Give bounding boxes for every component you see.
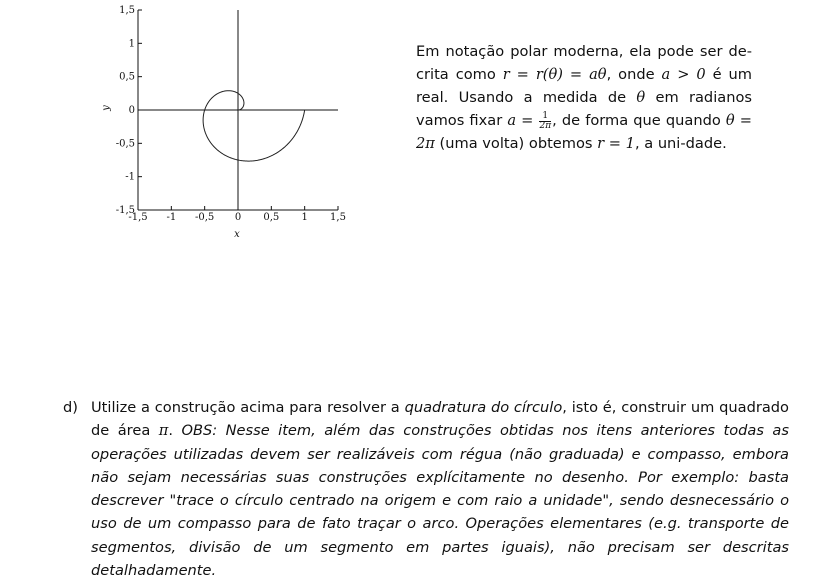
x-axis-label: x xyxy=(234,229,240,240)
text-fragment: , a uni-dade. xyxy=(634,135,727,152)
y-tick-label: 0 xyxy=(128,105,135,116)
math-fragment: r = 1 xyxy=(597,135,635,152)
text-fragment: (uma volta) obtemos xyxy=(434,135,598,152)
x-tick-label: -0,5 xyxy=(195,212,215,223)
spiral-plot xyxy=(100,0,360,245)
fraction-numerator: 1 xyxy=(539,112,551,122)
item-d-text xyxy=(91,396,789,582)
text-fragment: Utilize a construção acima para resolver a xyxy=(91,399,405,416)
y-axis-label: y xyxy=(101,105,112,111)
x-tick-label: 1,5 xyxy=(330,212,346,223)
y-tick-label: -1,5 xyxy=(115,205,135,216)
y-tick-label: -1 xyxy=(125,171,135,183)
x-tick-label: 0 xyxy=(234,212,242,223)
item-label: d) xyxy=(63,399,78,416)
x-tick-label: -1 xyxy=(166,212,177,223)
text-fragment: em radianos vamos fixar xyxy=(416,89,752,129)
y-tick-label: 0,5 xyxy=(119,71,135,83)
exercise-item-d xyxy=(63,396,789,582)
y-tick-label: 1,5 xyxy=(119,5,135,16)
plot-ticks xyxy=(116,5,346,223)
math-fragment: a = xyxy=(507,112,534,129)
text-fragment: , de forma que quando xyxy=(552,112,726,129)
text-fragment: é um real. Usando a medida de xyxy=(416,66,752,106)
x-tick-label: -1,5 xyxy=(128,212,148,223)
y-tick-label: 1 xyxy=(128,38,135,50)
y-tick-label: -0,5 xyxy=(115,138,135,150)
spiral-curve xyxy=(203,91,305,161)
math-fragment: θ xyxy=(636,89,646,106)
text-fragment: , onde xyxy=(606,66,662,83)
x-tick-label: 0,5 xyxy=(263,212,280,223)
math-fragment: θ = 2π xyxy=(416,112,753,152)
emphasis-fragment: OBS: Nesse item, além das construções obtidas nos itens anteriores todas as operações utilizadas devem ser realizáveis com régua (não graduada) e compasso, embora não sejam necessárias suas construções explícitamente no desenho. Por exemplo: basta descrever "trace o círculo centrado na origem e com raio a unidade", sendo desnecessário o uso de um compasso para de fato traçar o arco. Operações elementares (e.g. transporte de segmentos, divisão de um segmento em partes iguais), não precisam ser descritas detalhadamente. xyxy=(91,422,789,580)
x-tick-label: 1 xyxy=(301,212,308,223)
emphasis-fragment: quadratura do círculo xyxy=(404,399,563,416)
fraction-denominator: 2π xyxy=(539,120,552,131)
spiral-curve-group xyxy=(203,91,305,161)
math-fragment: a > 0 xyxy=(661,66,706,83)
text-fragment: Em notação polar moderna, ela pode ser de-crita como xyxy=(416,43,752,83)
polar-notation-paragraph xyxy=(416,40,752,155)
math-fragment: π xyxy=(158,422,169,440)
text-fragment: . xyxy=(168,422,182,440)
text-fragment: , isto é, construir um quadrado de área xyxy=(91,399,789,440)
math-fragment: r = r(θ) = aθ xyxy=(502,66,607,83)
fraction xyxy=(539,112,551,131)
